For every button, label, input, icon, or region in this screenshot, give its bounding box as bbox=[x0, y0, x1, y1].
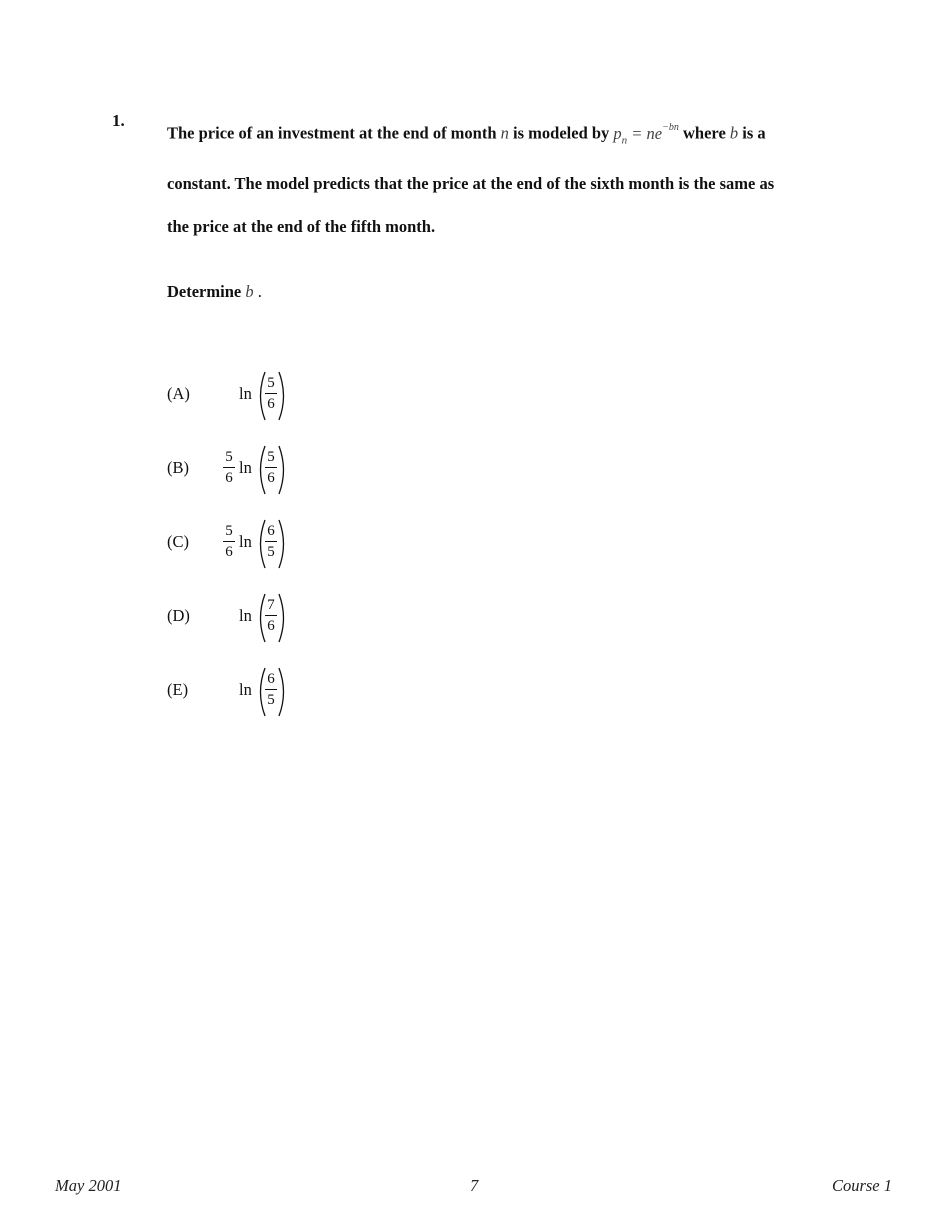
right-paren-icon bbox=[277, 518, 289, 570]
fraction-denominator: 5 bbox=[267, 692, 275, 708]
question-number: 1. bbox=[112, 111, 125, 130]
coefficient-fraction bbox=[223, 448, 235, 487]
fraction-denominator: 6 bbox=[267, 396, 275, 412]
question-line-2: constant. The model predicts that the price at the end of the sixth month is the same as bbox=[167, 173, 775, 193]
choice-label: (D) bbox=[167, 606, 190, 625]
coefficient-denominator: 6 bbox=[225, 470, 233, 486]
variable-n: n bbox=[500, 123, 509, 143]
fraction bbox=[265, 596, 277, 635]
fraction-numerator: 5 bbox=[267, 375, 275, 391]
fraction-numerator: 6 bbox=[267, 523, 275, 539]
ln-function: ln bbox=[239, 680, 252, 699]
choice-label: (A) bbox=[167, 384, 190, 403]
ln-function: ln bbox=[239, 458, 252, 477]
fraction-denominator: 6 bbox=[267, 618, 275, 634]
coefficient-numerator: 5 bbox=[225, 449, 233, 465]
footer-date: May 2001 bbox=[55, 1176, 122, 1195]
fraction-denominator: 6 bbox=[267, 470, 275, 486]
choice-label: (E) bbox=[167, 680, 189, 699]
formula-rhs: = ne bbox=[627, 123, 663, 143]
ln-function: ln bbox=[239, 532, 252, 551]
question-prompt bbox=[167, 282, 262, 302]
fraction bbox=[265, 448, 277, 487]
choice-label: (B) bbox=[167, 458, 189, 477]
fraction-numerator: 6 bbox=[267, 671, 275, 687]
fraction-numerator: 5 bbox=[267, 449, 275, 465]
fraction-numerator: 7 bbox=[267, 597, 275, 613]
right-paren-icon bbox=[277, 444, 289, 496]
formula-exponent: −bn bbox=[662, 122, 679, 133]
variable-b: b bbox=[729, 123, 739, 143]
fraction-denominator: 5 bbox=[267, 544, 275, 560]
footer-course: Course 1 bbox=[831, 1176, 892, 1195]
text-segment: is modeled by bbox=[508, 123, 614, 143]
footer-page-number: 7 bbox=[470, 1176, 479, 1195]
text-segment: is a bbox=[738, 123, 766, 143]
question-line-3: the price at the end of the fifth month. bbox=[167, 216, 436, 236]
ln-function: ln bbox=[239, 606, 252, 625]
text-segment: where bbox=[678, 123, 730, 143]
right-paren-icon bbox=[277, 370, 289, 422]
fraction bbox=[265, 670, 277, 709]
ln-function: ln bbox=[239, 384, 252, 403]
question-text bbox=[167, 108, 827, 248]
fraction bbox=[265, 522, 277, 561]
question-line-1 bbox=[167, 108, 827, 162]
right-paren-icon bbox=[277, 592, 289, 644]
text-segment: The price of an investment at the end of month bbox=[167, 123, 501, 143]
prompt-variable: b bbox=[245, 282, 254, 301]
right-paren-icon bbox=[277, 666, 289, 718]
formula-subscript: n bbox=[621, 133, 628, 146]
fraction bbox=[265, 374, 277, 413]
prompt-text: Determine bbox=[167, 282, 246, 301]
choice-label: (C) bbox=[167, 532, 189, 551]
coefficient-numerator: 5 bbox=[225, 523, 233, 539]
formula-p: p bbox=[613, 123, 622, 143]
coefficient-denominator: 6 bbox=[225, 544, 233, 560]
coefficient-fraction bbox=[223, 522, 235, 561]
price-formula bbox=[613, 122, 679, 146]
prompt-end: . bbox=[253, 282, 262, 301]
